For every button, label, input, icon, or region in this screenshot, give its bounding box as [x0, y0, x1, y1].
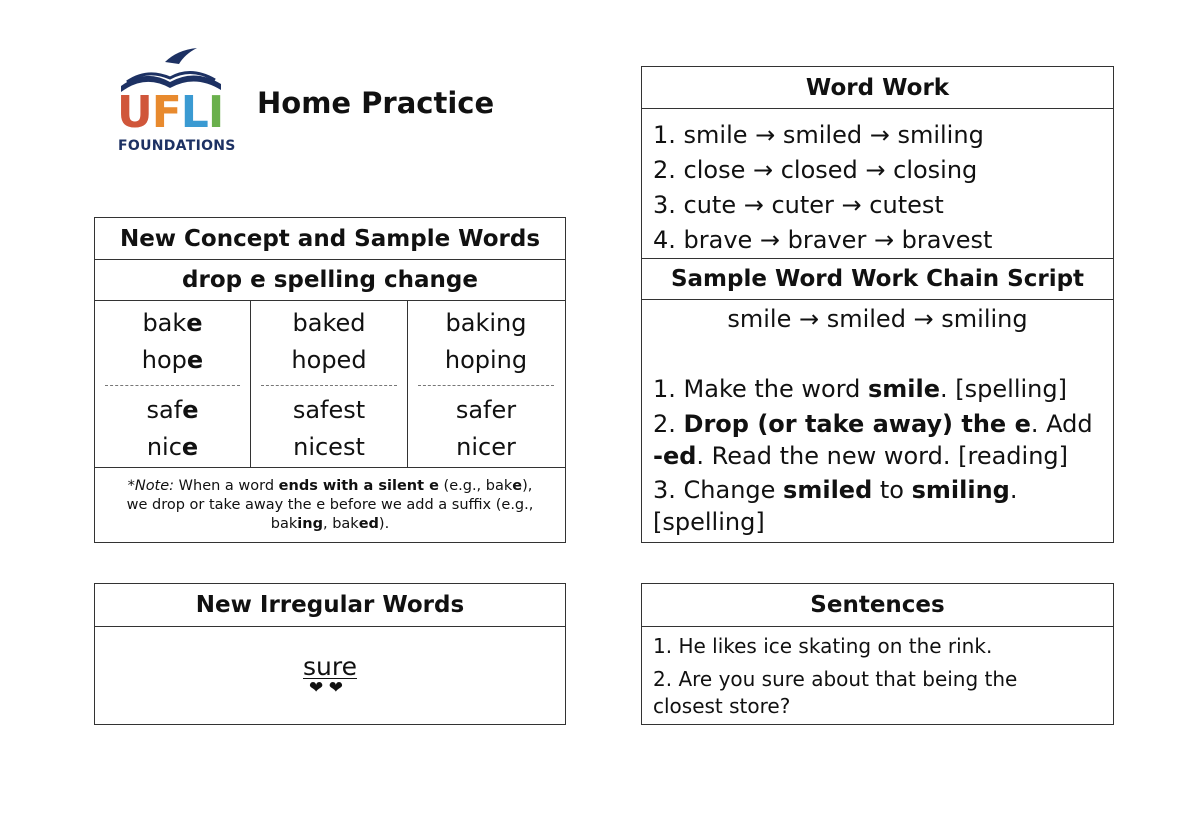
word: baked	[292, 309, 366, 337]
script-step-1: 1. Make the word smile. [spelling]	[653, 375, 1067, 403]
word: bake	[142, 309, 203, 337]
divider	[418, 385, 554, 386]
concept-box	[94, 217, 566, 543]
page-title: Home Practice	[257, 86, 495, 120]
logo-letter: U	[117, 87, 152, 138]
list-item: 2. Are you sure about that being the	[653, 667, 1018, 691]
logo-letter: F	[151, 87, 181, 138]
script-step-3: 3. Change smiled to smiling. [spelling]	[653, 476, 1018, 536]
concept-note: *Note: When a word ends with a silent e (e.g., bake), we drop or take away the e before we add a suffix (e.g., baking, baked).	[126, 478, 534, 532]
concept-heading: New Concept and Sample Words	[95, 218, 565, 260]
heart-icon: ❤ ❤	[309, 678, 343, 698]
list-item: 1. He likes ice skating on the rink.	[653, 634, 993, 658]
script-step-2: 2. Drop (or take away) the e. Add -ed. Read the new word. [reading]	[653, 410, 1093, 470]
word-column-1	[95, 301, 251, 467]
logo-word	[117, 88, 223, 138]
word: safe	[146, 396, 199, 424]
word: hope	[141, 346, 204, 374]
word: nice	[146, 433, 199, 461]
concept-word-grid	[95, 301, 565, 468]
divider	[261, 385, 397, 386]
chain-script-body	[642, 300, 1113, 538]
word-work-box	[641, 66, 1114, 543]
word: nicer	[456, 433, 516, 461]
list-item: closest store?	[653, 694, 791, 718]
list-item: 2. close → closed → closing	[653, 156, 978, 184]
irregular-box	[94, 583, 566, 725]
logo-letter: I	[207, 87, 224, 138]
divider	[105, 385, 240, 386]
logo-letter: L	[180, 87, 208, 138]
sentences-box	[641, 583, 1114, 725]
irregular-heading: New Irregular Words	[95, 584, 565, 627]
logo-subtitle: FOUNDATIONS	[118, 138, 236, 154]
word: hoping	[444, 346, 528, 374]
word-column-2	[251, 301, 408, 467]
sentences-list	[642, 627, 1113, 719]
list-item: 3. cute → cuter → cutest	[653, 191, 944, 219]
sentences-heading: Sentences	[642, 584, 1113, 627]
word: safer	[455, 396, 517, 424]
chain-script-heading: Sample Word Work Chain Script	[642, 259, 1113, 300]
word: safest	[292, 396, 366, 424]
concept-subheading: drop e spelling change	[95, 260, 565, 301]
ufli-logo	[115, 44, 236, 159]
word: hoped	[291, 346, 367, 374]
list-item: 1. smile → smiled → smiling	[653, 121, 984, 149]
word-work-heading: Word Work	[642, 67, 1113, 109]
list-item: 4. brave → braver → bravest	[653, 226, 993, 254]
word: nicest	[293, 433, 365, 461]
irregular-word: sure	[303, 652, 357, 681]
word-column-3	[408, 301, 564, 467]
word-work-list	[642, 109, 1113, 259]
chain-example: smile → smiled → smiling	[727, 305, 1028, 333]
word: baking	[445, 309, 527, 337]
